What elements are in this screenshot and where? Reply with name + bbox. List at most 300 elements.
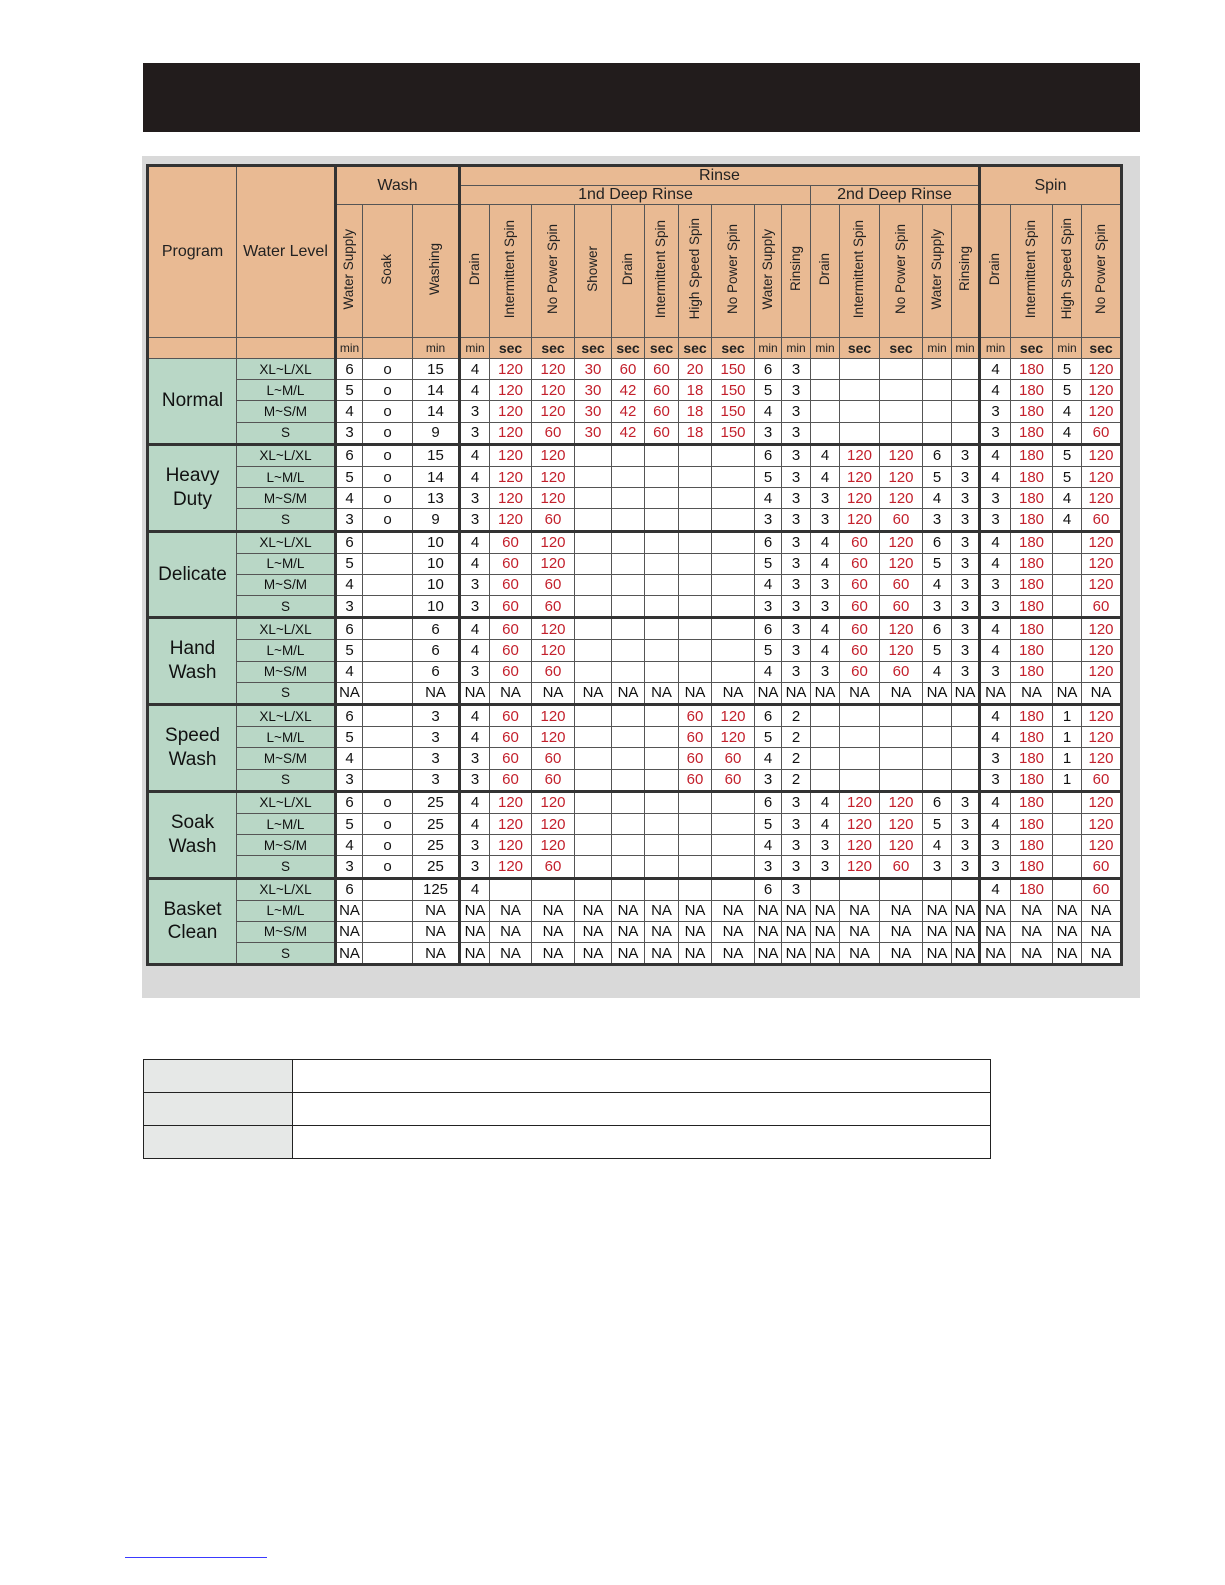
- deep-rinse-2-header: 2nd Deep Rinse: [811, 186, 980, 205]
- table-cell: [1053, 835, 1082, 856]
- table-cell: [679, 618, 712, 640]
- table-cell: 60: [490, 748, 532, 769]
- water-level: L~M/L: [237, 727, 336, 748]
- table-cell: 120: [840, 488, 880, 509]
- table-cell: 3: [460, 769, 490, 791]
- table-cell: [880, 380, 923, 401]
- table-cell: NA: [460, 682, 490, 704]
- unit-label: min: [980, 338, 1011, 359]
- legend-row: [144, 1060, 991, 1093]
- table-cell: 6: [413, 640, 460, 661]
- unit-label: sec: [1082, 338, 1122, 359]
- table-cell: o: [363, 380, 413, 401]
- table-cell: NA: [490, 921, 532, 942]
- program-name: Delicate: [148, 531, 237, 618]
- table-cell: [363, 705, 413, 727]
- table-cell: [612, 835, 645, 856]
- table-cell: NA: [755, 900, 782, 921]
- step-label: Rinsing: [787, 246, 803, 292]
- table-cell: 5: [336, 727, 363, 748]
- table-cell: [712, 661, 755, 682]
- table-cell: 60: [612, 359, 645, 380]
- table-cell: 4: [1053, 488, 1082, 509]
- table-cell: [645, 727, 679, 748]
- table-cell: 6: [336, 705, 363, 727]
- table-cell: [712, 835, 755, 856]
- table-cell: 3: [782, 553, 811, 574]
- table-row: [148, 531, 1122, 553]
- table-cell: [575, 509, 612, 531]
- table-cell: 3: [923, 596, 952, 618]
- table-cell: [363, 618, 413, 640]
- step-label: Rinsing: [956, 246, 972, 292]
- table-cell: 60: [490, 727, 532, 748]
- unit-label: sec: [1011, 338, 1053, 359]
- table-cell: NA: [952, 900, 980, 921]
- table-cell: 120: [532, 488, 575, 509]
- unit-label: min: [782, 338, 811, 359]
- table-cell: [952, 878, 980, 900]
- table-cell: 60: [880, 596, 923, 618]
- table-cell: 120: [880, 813, 923, 834]
- table-cell: 6: [923, 531, 952, 553]
- table-cell: 120: [490, 835, 532, 856]
- table-cell: [363, 748, 413, 769]
- table-cell: 4: [1053, 422, 1082, 444]
- table-cell: NA: [840, 682, 880, 704]
- table-cell: [612, 705, 645, 727]
- table-cell: 3: [952, 618, 980, 640]
- water-level: S: [237, 943, 336, 965]
- table-cell: 5: [336, 466, 363, 487]
- table-cell: 3: [460, 422, 490, 444]
- table-cell: 25: [413, 835, 460, 856]
- table-cell: [712, 640, 755, 661]
- water-level: S: [237, 769, 336, 791]
- table-cell: NA: [880, 900, 923, 921]
- unit-label: sec: [645, 338, 679, 359]
- unit-label: min: [755, 338, 782, 359]
- table-cell: [923, 878, 952, 900]
- table-cell: 4: [460, 466, 490, 487]
- table-cell: 4: [336, 661, 363, 682]
- table-cell: NA: [782, 900, 811, 921]
- table-cell: o: [363, 401, 413, 422]
- table-row: [148, 640, 1122, 661]
- table-cell: 4: [336, 401, 363, 422]
- table-cell: NA: [923, 921, 952, 942]
- table-cell: NA: [840, 921, 880, 942]
- table-cell: 3: [811, 856, 840, 878]
- table-cell: 60: [532, 661, 575, 682]
- table-cell: 25: [413, 813, 460, 834]
- table-cell: 5: [923, 813, 952, 834]
- table-cell: 6: [923, 444, 952, 466]
- table-cell: 6: [755, 359, 782, 380]
- table-cell: [363, 531, 413, 553]
- table-cell: [645, 791, 679, 813]
- legend-key: [144, 1093, 293, 1126]
- table-cell: 60: [490, 531, 532, 553]
- table-cell: 60: [679, 748, 712, 769]
- water-level: L~M/L: [237, 813, 336, 834]
- step-label: High Speed Spin: [686, 218, 702, 320]
- table-cell: [840, 422, 880, 444]
- table-cell: 6: [923, 791, 952, 813]
- table-cell: 6: [413, 661, 460, 682]
- table-cell: 14: [413, 466, 460, 487]
- table-cell: [1053, 640, 1082, 661]
- table-cell: 120: [490, 422, 532, 444]
- water-level: M~S/M: [237, 661, 336, 682]
- table-cell: 3: [755, 769, 782, 791]
- table-cell: [840, 748, 880, 769]
- table-cell: [645, 835, 679, 856]
- step-label: Shower: [584, 246, 600, 292]
- table-cell: 10: [413, 553, 460, 574]
- table-cell: 5: [923, 466, 952, 487]
- table-cell: NA: [336, 921, 363, 942]
- step-label: Intermittent Spin: [851, 219, 867, 319]
- table-cell: 3: [782, 488, 811, 509]
- water-level: L~M/L: [237, 553, 336, 574]
- table-cell: 120: [532, 553, 575, 574]
- table-cell: 120: [1082, 553, 1122, 574]
- water-level: M~S/M: [237, 574, 336, 595]
- table-cell: [880, 422, 923, 444]
- table-cell: 3: [811, 661, 840, 682]
- table-cell: [645, 813, 679, 834]
- table-cell: 4: [755, 401, 782, 422]
- step-header: [840, 205, 880, 338]
- table-cell: 5: [336, 380, 363, 401]
- table-cell: [811, 727, 840, 748]
- table-cell: 60: [645, 380, 679, 401]
- step-label: No Power Spin: [724, 223, 740, 315]
- legend-key: [144, 1060, 293, 1093]
- table-cell: o: [363, 488, 413, 509]
- table-cell: [679, 640, 712, 661]
- table-cell: NA: [336, 900, 363, 921]
- water-level: M~S/M: [237, 921, 336, 942]
- table-cell: o: [363, 466, 413, 487]
- unit-label: [363, 338, 413, 359]
- table-cell: 6: [923, 618, 952, 640]
- step-header: [413, 205, 460, 338]
- table-cell: [712, 813, 755, 834]
- step-label: Water Supply: [759, 228, 775, 310]
- table-cell: 180: [1011, 596, 1053, 618]
- table-cell: 3: [782, 791, 811, 813]
- table-cell: NA: [645, 921, 679, 942]
- table-cell: 180: [1011, 661, 1053, 682]
- spin-group-header: Spin: [980, 166, 1122, 205]
- table-cell: o: [363, 813, 413, 834]
- program-name: Normal: [148, 359, 237, 445]
- table-cell: 4: [923, 661, 952, 682]
- table-cell: [490, 878, 532, 900]
- table-cell: [679, 878, 712, 900]
- table-cell: 3: [755, 509, 782, 531]
- table-cell: 60: [645, 422, 679, 444]
- table-cell: [923, 380, 952, 401]
- table-cell: NA: [575, 921, 612, 942]
- table-cell: 180: [1011, 574, 1053, 595]
- table-cell: 3: [336, 856, 363, 878]
- table-row: [148, 661, 1122, 682]
- water-level: L~M/L: [237, 640, 336, 661]
- table-cell: [880, 727, 923, 748]
- step-header: [490, 205, 532, 338]
- table-cell: [811, 878, 840, 900]
- table-cell: [363, 682, 413, 704]
- unit-label: sec: [532, 338, 575, 359]
- table-cell: 120: [1082, 466, 1122, 487]
- table-cell: 3: [782, 531, 811, 553]
- table-cell: 5: [755, 727, 782, 748]
- table-cell: 3: [980, 856, 1011, 878]
- table-cell: 10: [413, 531, 460, 553]
- table-cell: 120: [532, 466, 575, 487]
- unit-label: min: [413, 338, 460, 359]
- step-header: [363, 205, 413, 338]
- table-cell: [712, 531, 755, 553]
- table-cell: [840, 727, 880, 748]
- table-cell: NA: [612, 943, 645, 965]
- table-cell: [923, 727, 952, 748]
- step-label: Water Supply: [341, 228, 357, 310]
- table-cell: NA: [1082, 921, 1122, 942]
- table-cell: 120: [490, 444, 532, 466]
- table-cell: [575, 791, 612, 813]
- table-cell: [612, 488, 645, 509]
- table-cell: 120: [1082, 813, 1122, 834]
- table-cell: o: [363, 422, 413, 444]
- table-cell: 120: [532, 640, 575, 661]
- table-cell: 3: [782, 596, 811, 618]
- table-cell: [575, 769, 612, 791]
- table-cell: [840, 359, 880, 380]
- table-cell: 180: [1011, 727, 1053, 748]
- table-cell: NA: [811, 900, 840, 921]
- table-cell: [679, 444, 712, 466]
- table-cell: 4: [980, 553, 1011, 574]
- water-level: M~S/M: [237, 748, 336, 769]
- table-cell: 60: [679, 705, 712, 727]
- table-cell: 180: [1011, 488, 1053, 509]
- table-cell: 60: [490, 705, 532, 727]
- table-cell: NA: [645, 900, 679, 921]
- table-cell: o: [363, 359, 413, 380]
- table-cell: 4: [460, 705, 490, 727]
- step-label: Soak: [379, 253, 395, 285]
- table-cell: [575, 856, 612, 878]
- table-cell: NA: [1011, 943, 1053, 965]
- program-name: Basket Clean: [148, 878, 237, 965]
- table-cell: [363, 727, 413, 748]
- water-level: XL~L/XL: [237, 444, 336, 466]
- table-cell: 3: [952, 553, 980, 574]
- water-level: S: [237, 596, 336, 618]
- table-cell: 4: [460, 791, 490, 813]
- table-cell: [923, 705, 952, 727]
- table-cell: [679, 835, 712, 856]
- step-label: Washing: [427, 242, 443, 296]
- table-cell: 4: [811, 553, 840, 574]
- table-cell: 180: [1011, 878, 1053, 900]
- table-cell: 60: [840, 574, 880, 595]
- table-cell: [645, 878, 679, 900]
- legend-value: [293, 1093, 991, 1126]
- table-cell: 180: [1011, 791, 1053, 813]
- water-level: XL~L/XL: [237, 705, 336, 727]
- table-cell: [575, 466, 612, 487]
- table-cell: 120: [1082, 727, 1122, 748]
- table-cell: 120: [1082, 791, 1122, 813]
- legend-row: [144, 1126, 991, 1159]
- table-cell: [679, 509, 712, 531]
- table-cell: 3: [755, 596, 782, 618]
- table-cell: 3: [460, 401, 490, 422]
- table-cell: [575, 596, 612, 618]
- table-cell: NA: [1053, 921, 1082, 942]
- table-cell: 5: [755, 466, 782, 487]
- table-cell: 150: [712, 380, 755, 401]
- unit-label: min: [336, 338, 363, 359]
- table-cell: 60: [490, 574, 532, 595]
- table-cell: 180: [1011, 856, 1053, 878]
- table-cell: 120: [840, 813, 880, 834]
- table-cell: NA: [679, 943, 712, 965]
- table-cell: 180: [1011, 618, 1053, 640]
- table-cell: NA: [811, 943, 840, 965]
- table-cell: [612, 640, 645, 661]
- table-cell: [923, 422, 952, 444]
- table-cell: 4: [755, 661, 782, 682]
- table-cell: 120: [1082, 835, 1122, 856]
- table-cell: 60: [712, 748, 755, 769]
- table-cell: 3: [952, 574, 980, 595]
- table-cell: 3: [413, 705, 460, 727]
- table-cell: 3: [980, 769, 1011, 791]
- table-cell: [363, 661, 413, 682]
- table-cell: 60: [532, 422, 575, 444]
- table-row: [148, 618, 1122, 640]
- table-cell: 6: [336, 878, 363, 900]
- step-header: [712, 205, 755, 338]
- table-cell: 60: [532, 856, 575, 878]
- table-cell: [612, 856, 645, 878]
- table-cell: [645, 596, 679, 618]
- table-cell: 60: [490, 618, 532, 640]
- table-row: [148, 553, 1122, 574]
- table-cell: [363, 921, 413, 942]
- table-cell: [1053, 618, 1082, 640]
- table-cell: [363, 574, 413, 595]
- legend-key: [144, 1126, 293, 1159]
- table-cell: 60: [840, 531, 880, 553]
- table-cell: 120: [490, 509, 532, 531]
- table-cell: [612, 878, 645, 900]
- table-cell: 60: [1082, 509, 1122, 531]
- table-cell: [1053, 574, 1082, 595]
- table-cell: 4: [755, 488, 782, 509]
- table-cell: 6: [755, 531, 782, 553]
- table-cell: [532, 878, 575, 900]
- table-cell: NA: [612, 900, 645, 921]
- table-cell: 3: [952, 640, 980, 661]
- table-cell: 4: [1053, 509, 1082, 531]
- table-cell: [840, 878, 880, 900]
- table-cell: 3: [782, 640, 811, 661]
- table-cell: 3: [811, 835, 840, 856]
- table-cell: [952, 727, 980, 748]
- unit-spacer: [237, 338, 336, 359]
- table-cell: NA: [413, 900, 460, 921]
- table-cell: o: [363, 856, 413, 878]
- table-cell: 3: [782, 401, 811, 422]
- table-cell: 5: [1053, 359, 1082, 380]
- table-cell: 3: [336, 422, 363, 444]
- page-link-underline: [125, 1557, 267, 1558]
- table-cell: NA: [980, 900, 1011, 921]
- table-cell: NA: [840, 900, 880, 921]
- table-cell: NA: [645, 943, 679, 965]
- water-level: XL~L/XL: [237, 531, 336, 553]
- table-cell: 3: [336, 769, 363, 791]
- table-cell: o: [363, 835, 413, 856]
- legend-row: [144, 1093, 991, 1126]
- table-cell: [645, 705, 679, 727]
- table-row: [148, 856, 1122, 878]
- table-cell: NA: [840, 943, 880, 965]
- program-name: Heavy Duty: [148, 444, 237, 531]
- water-level: XL~L/XL: [237, 878, 336, 900]
- table-cell: [712, 856, 755, 878]
- table-cell: 120: [840, 466, 880, 487]
- table-row: [148, 574, 1122, 595]
- table-cell: 120: [840, 835, 880, 856]
- table-cell: 3: [811, 509, 840, 531]
- table-cell: 120: [532, 813, 575, 834]
- table-cell: 3: [811, 574, 840, 595]
- table-cell: 180: [1011, 835, 1053, 856]
- table-cell: [1053, 791, 1082, 813]
- table-cell: 3: [413, 748, 460, 769]
- table-cell: [712, 596, 755, 618]
- table-cell: o: [363, 791, 413, 813]
- water-level: L~M/L: [237, 900, 336, 921]
- table-cell: 180: [1011, 531, 1053, 553]
- table-cell: NA: [575, 900, 612, 921]
- table-cell: NA: [1011, 921, 1053, 942]
- table-cell: NA: [980, 943, 1011, 965]
- table-cell: 25: [413, 856, 460, 878]
- table-cell: 180: [1011, 422, 1053, 444]
- table-cell: 3: [811, 596, 840, 618]
- table-cell: 9: [413, 422, 460, 444]
- table-cell: NA: [712, 921, 755, 942]
- table-row: [148, 705, 1122, 727]
- table-cell: 120: [532, 359, 575, 380]
- table-cell: 5: [336, 640, 363, 661]
- table-cell: 120: [490, 856, 532, 878]
- table-cell: 6: [755, 618, 782, 640]
- table-cell: NA: [413, 921, 460, 942]
- table-cell: NA: [755, 921, 782, 942]
- water-level: M~S/M: [237, 835, 336, 856]
- step-header: [880, 205, 923, 338]
